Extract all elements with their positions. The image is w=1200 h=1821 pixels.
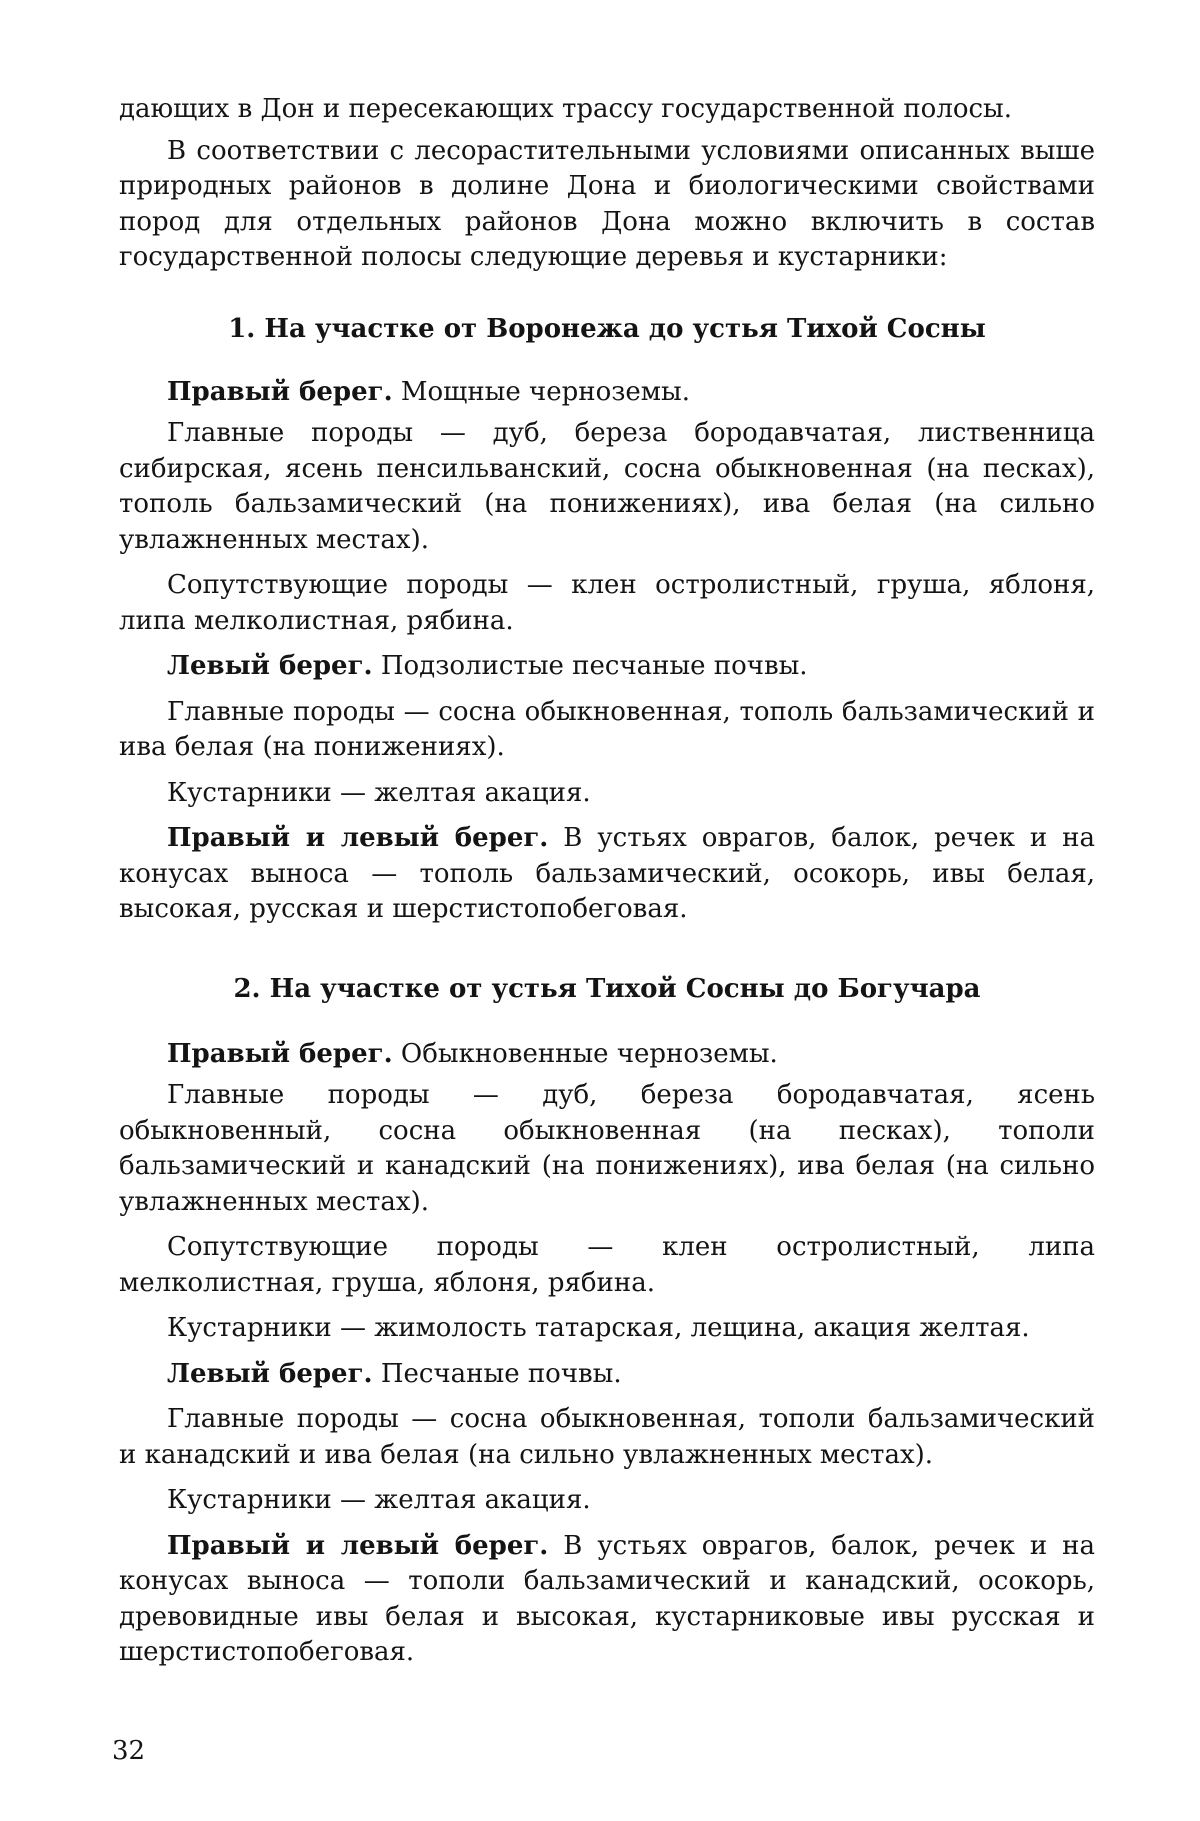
s2-right-bank-soil-paragraph xyxy=(119,1037,1095,1073)
s2-left-bank-soil-paragraph xyxy=(119,1357,1095,1393)
s2-right-bank-shrubs: Кустарники — жимолость татарская, лещина, акация желтая. xyxy=(167,1313,1030,1343)
s1-left-bank-soil: Подзолистые песчаные почвы. xyxy=(380,651,808,681)
continued-paragraph: дающих в Дон и пересекающих трассу государственной полосы. xyxy=(119,94,1013,124)
s1-left-bank-soil-paragraph xyxy=(119,649,1095,685)
page-number: 32 xyxy=(112,1736,146,1766)
s2-right-bank-main-species: Главные породы — дуб, береза бородавчатая, ясень обыкновенный, сосна обыкновенная (на песках), тополи бальзамический и канадский (на понижениях), ива белая (на сильно увлажненных местах). xyxy=(119,1080,1095,1217)
s2-both-banks-label: Правый и левый берег. xyxy=(167,1530,549,1561)
s2-left-bank-shrubs: Кустарники — желтая акация. xyxy=(167,1485,591,1515)
s2-both-banks-text: В устьях оврагов, балок, речек и на конусах выноса — тополи бальзамический и канадский, осокорь, древовидные ивы белая и высокая, кустарниковые ивы русская и шерстистопобеговая. xyxy=(119,1530,1095,1667)
s1-right-bank-soil-paragraph xyxy=(119,375,1095,411)
s2-left-bank-main-species: Главные породы — сосна обыкновенная, тополи бальзамический и канадский и ива белая (на сильно увлажненных местах). xyxy=(119,1404,1095,1470)
section-1-heading: 1. На участке от Воронежа до устья Тихой Сосны xyxy=(228,313,986,344)
s1-both-banks-text: В устьях оврагов, балок, речек и на конусах выноса — тополь бальзамический, осокорь, ивы белая, высокая, русская и шерстистопобеговая. xyxy=(119,823,1095,924)
s1-right-bank-companion-species: Сопутствующие породы — клен остролистный, груша, яблоня, липа мелколистная, рябина. xyxy=(119,570,1095,636)
intro-paragraph: В соответствии с лесорастительными условиями описанных выше природных районов в долине Дона и биологическими свойствами пород для отдельных районов Дона можно включить в состав государственной полосы следующие деревья и кустарники: xyxy=(119,135,1095,272)
s1-left-bank-main-species: Главные породы — сосна обыкновенная, тополь бальзамический и ива белая (на понижениях). xyxy=(119,696,1095,762)
s2-right-bank-label: Правый берег. xyxy=(167,1038,393,1069)
s1-right-bank-main-species: Главные породы — дуб, береза бородавчатая, лиственница сибирская, ясень пенсильванский, сосна обыкновенная (на песках), тополь бальзамический (на понижениях), ива белая (на сильно увлажненных местах). xyxy=(119,418,1095,555)
s1-both-banks-label: Правый и левый берег. xyxy=(167,823,549,853)
s1-both-banks-paragraph xyxy=(119,821,1095,928)
s1-left-bank-shrubs: Кустарники — желтая акация. xyxy=(167,777,591,808)
s2-left-bank-soil: Песчаные почвы. xyxy=(380,1358,622,1389)
s1-right-bank-soil: Мощные черноземы. xyxy=(400,376,690,407)
s2-left-bank-label: Левый берег. xyxy=(167,1358,373,1389)
book-page-body xyxy=(119,92,1095,1671)
s1-right-bank-label: Правый берег. xyxy=(167,376,393,407)
s2-right-bank-companion-species: Сопутствующие породы — клен остролистный, липа мелколистная, груша, яблоня, рябина. xyxy=(119,1232,1095,1298)
s2-both-banks-paragraph xyxy=(119,1529,1095,1671)
section-2-heading: 2. На участке от устья Тихой Сосны до Богучара xyxy=(233,973,981,1004)
s1-left-bank-label: Левый берег. xyxy=(167,651,373,681)
s2-right-bank-soil: Обыкновенные черноземы. xyxy=(400,1038,778,1069)
